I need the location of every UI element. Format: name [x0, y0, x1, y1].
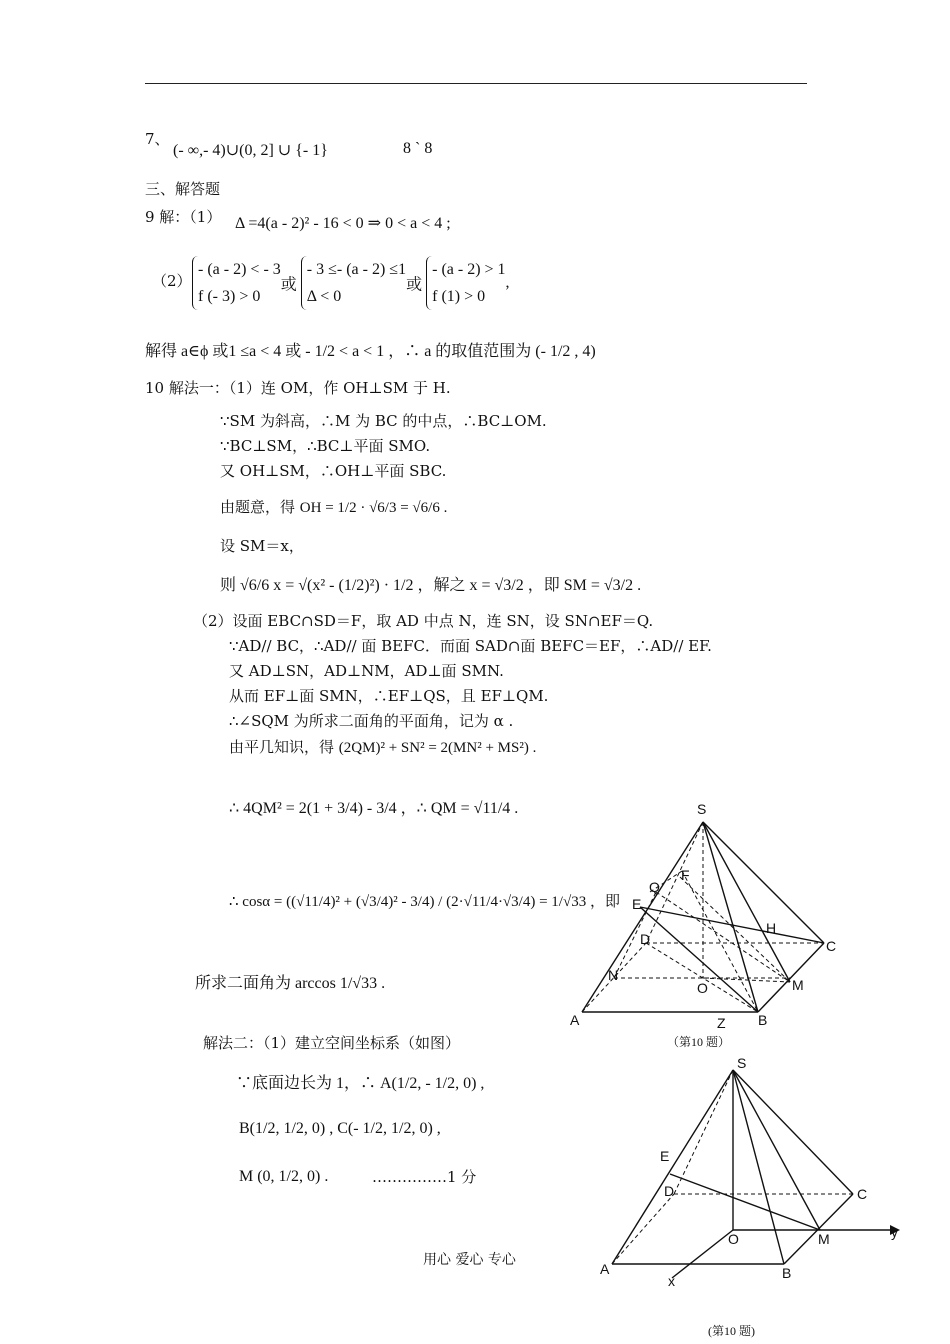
q10-part2-line5: [229, 736, 536, 757]
q10-line6: 则 √6/6 x = √(x² - (1/2)²) · 1/2 ，解之 x = √3/2 ，即 SM = √3/2 .: [220, 577, 642, 594]
q9-formula: Δ =4(a - 2)² - 16 < 0 ⇒ 0 < a < 4 ;: [235, 215, 451, 232]
header-rule: [145, 83, 807, 84]
q10-part2-line5-formula: (2QM)² + SN² = 2(MN² + MS²) .: [338, 740, 537, 756]
fig1-label-D: D: [640, 931, 651, 947]
fig1-caption: （第10 题）: [667, 1035, 731, 1049]
fig2-label-E: E: [660, 1148, 670, 1164]
q7-number: 7、: [145, 130, 170, 148]
page-footer: 用心 爱心 专心: [423, 1252, 516, 1268]
fig2-label-y: y: [891, 1224, 898, 1240]
q10-line1: ∵SM 为斜高，∴M 为 BC 的中点，∴BC⊥OM.: [220, 412, 547, 430]
q10-part2-line7: ∴ cosα = ((√11/4)² + (√3/4)² - 3/4) / (2·√11/4·√3/4) = 1/√33 ，即: [229, 894, 620, 910]
fig1-label-B: B: [758, 1012, 768, 1028]
fig1-label-O: O: [697, 980, 708, 996]
q8-answer: 8 ` 8: [403, 140, 433, 157]
q10-part2-line2: 又 AD⊥SN，AD⊥NM，AD⊥面 SMN.: [229, 662, 504, 680]
pyramid-figure-1: [560, 795, 860, 1055]
fig2-label-M: M: [818, 1231, 830, 1247]
q10-method2-score: ……………1 分: [372, 1168, 477, 1186]
sys2b: Δ < 0: [306, 288, 342, 305]
q9-system: [188, 256, 510, 310]
q9-head: 9 解：（1）: [145, 208, 222, 226]
q7-answer: (- ∞,- 4)∪(0, 2] ∪ {- 1}: [173, 142, 328, 159]
fig1-label-A: A: [570, 1012, 580, 1028]
q10-part2-line5-text: 由平几知识，得: [229, 738, 339, 756]
sys3b: f (1) > 0: [432, 288, 486, 305]
q10-line4: [220, 496, 447, 517]
q10-part2-line8: 所求二面角为 arccos 1/√33 .: [195, 975, 386, 992]
fig1-label-M: M: [792, 977, 804, 993]
q10-method2-line2: B(1/2, 1/2, 0) , C(- 1/2, 1/2, 0) ,: [239, 1120, 441, 1137]
or2: 或: [406, 276, 423, 294]
fig1-label-E: E: [632, 896, 642, 912]
q10-method2-head: 解法二：（1）建立空间坐标系（如图）: [203, 1034, 461, 1052]
fig2-label-x: x: [668, 1273, 675, 1289]
q10-part2-line4: ∴∠SQM 为所求二面角的平面角，记为 α .: [229, 712, 514, 730]
section-title: 三、解答题: [145, 180, 221, 198]
sys1b: f (- 3) > 0: [198, 288, 261, 305]
q10-line2: ∵BC⊥SM，∴BC⊥平面 SMO.: [220, 437, 431, 455]
fig1-label-F: F: [681, 867, 690, 883]
sys1a: - (a - 2) < - 3: [198, 261, 281, 278]
sys2a: - 3 ≤- (a - 2) ≤1: [306, 261, 407, 278]
fig2-label-A: A: [600, 1261, 610, 1277]
fig2-label-S: S: [737, 1055, 747, 1071]
fig1-label-H: H: [766, 920, 777, 936]
fig1-label-S: S: [697, 801, 707, 817]
fig1-label-Z: Z: [717, 1015, 726, 1031]
pyramid-figure-2: [590, 1050, 920, 1340]
q10-method2-line1: ∵底面边长为 1，∴ A(1/2, - 1/2, 0) ,: [236, 1075, 485, 1092]
q10-line4-formula: OH = 1/2 · √6/3 = √6/6 .: [299, 500, 448, 516]
fig2-caption: (第10 题): [708, 1324, 755, 1338]
fig2-label-C: C: [857, 1186, 868, 1202]
fig2-label-D: D: [664, 1183, 675, 1199]
q9-result: 解得 a∈ϕ 或1 ≤a < 4 或 - 1/2 < a < 1 ，∴ a 的取值范围为 (- 1/2 , 4): [145, 343, 596, 360]
q10-line3: 又 OH⊥SM，∴OH⊥平面 SBC.: [220, 462, 447, 480]
sys3a: - (a - 2) > 1: [432, 261, 506, 278]
fig1-label-Q: Q: [649, 879, 660, 895]
or1: 或: [280, 276, 297, 294]
q10-head: 10 解法一：（1）连 OM，作 OH⊥SM 于 H.: [145, 379, 451, 397]
sys-comma: ,: [505, 274, 510, 291]
q9-part2-label: （2）: [152, 272, 192, 290]
fig1-label-C: C: [826, 938, 837, 954]
q10-part2-line6: ∴ 4QM² = 2(1 + 3/4) - 3/4 ，∴ QM = √11/4 .: [229, 800, 519, 817]
q10-line4-text: 由题意，得: [220, 498, 300, 516]
q10-part2-line3: 从而 EF⊥面 SMN，∴EF⊥QS，且 EF⊥QM.: [229, 687, 549, 705]
q10-part2-line1: ∵AD// BC，∴AD// 面 BEFC．而面 SAD∩面 BEFC＝EF，∴AD// EF.: [229, 637, 712, 655]
fig1-label-N: N: [608, 967, 619, 983]
q10-part2: （2）设面 EBC∩SD＝F，取 AD 中点 N，连 SN，设 SN∩EF＝Q.: [193, 612, 654, 630]
fig2-label-B: B: [782, 1265, 792, 1281]
q10-line5: 设 SM＝x，: [220, 537, 304, 555]
q10-method2-line3: M (0, 1/2, 0) .: [239, 1168, 329, 1185]
fig2-label-O: O: [728, 1231, 739, 1247]
